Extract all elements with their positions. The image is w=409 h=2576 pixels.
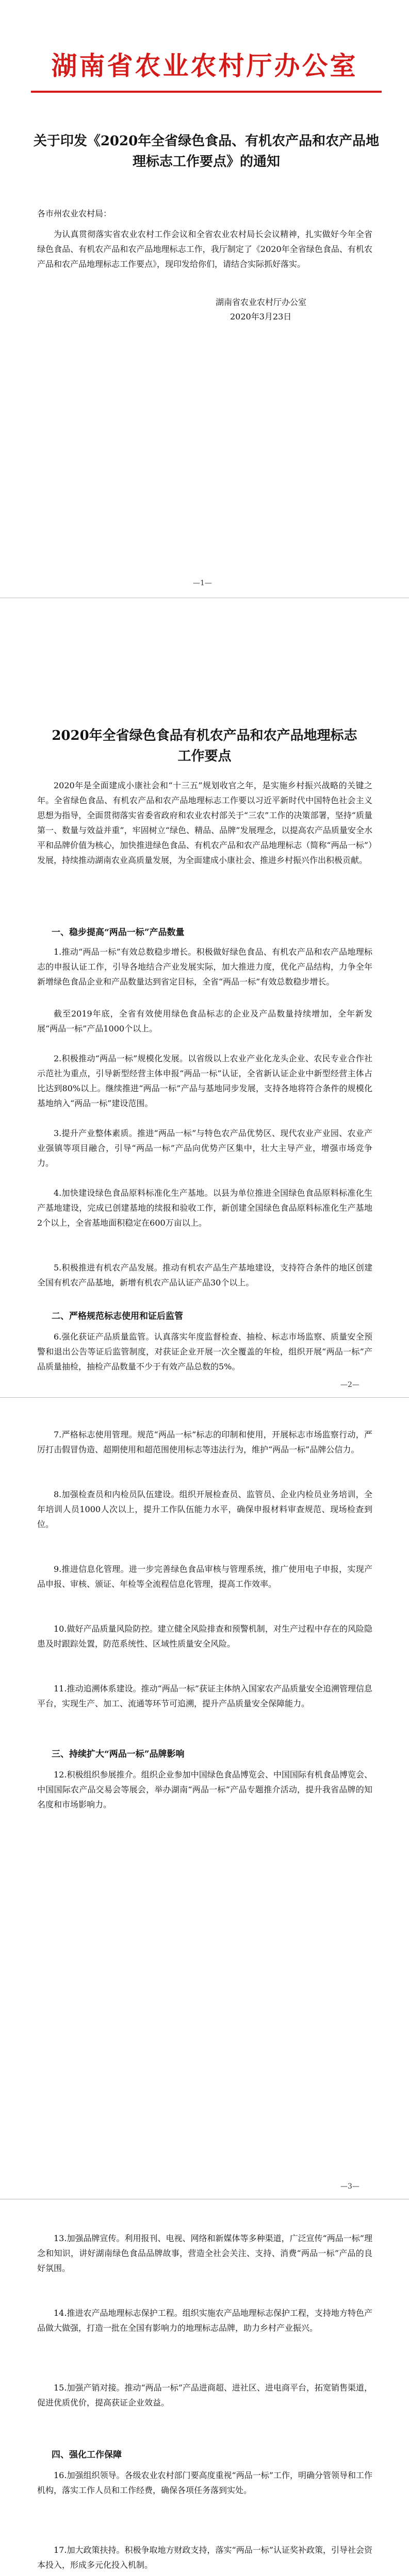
section-heading: 三、持续扩大“两品一标”品牌影响 (52, 1749, 185, 1759)
intro-paragraph: 2020年是全面建成小康社会和“十三五”规划收官之年，是实施乡村振兴战略的关键之年。全省绿色食品、有机农产品和农产品地理标志工作要以习近平新时代中国特色社会主义思想为指导，全面贯彻落实省委省政府和农业农村部关于“三农”工作的决策部署，坚持“质量第一、数量与效益并重”，牢固树立“绿色、精品、品牌”发展理念，以提高农产品质量安全水平和品牌价值为核心，加快推进绿色食品、有机农产品和农产品地理标志（简称“两品一标”）发展，持续推动湖南农业高质量发展，为全面建成小康社会、推进乡村振兴作出积极贡献。 (37, 781, 372, 865)
paragraph: 15.加强产销对接。推动“两品一标”产品进商超、进社区、进电商平台，拓宽销售渠道，促进优质优价，提高获证企业效益。 (37, 2383, 372, 2408)
section-heading: 一、稳步提高“两品一标”产品数量 (52, 927, 185, 938)
paragraph: 16.加强组织领导。各级农业农村部门要高度重视“两品一标”工作，明确分管领导和工作机构，落实工作人员和工作经费，确保各项任务落到实处。 (37, 2470, 372, 2495)
notice-title: 关于印发《2020年全省绿色食品、有机农产品和农产品地理标志工作要点》的通知 (33, 133, 380, 170)
header-title: 湖南省农业农村厅办公室 (51, 50, 358, 81)
paragraph: 9.推进信息化管理。进一步完善绿色食品审核与管理系统，推广使用电子申报，实现产品申报、审核、颁证、年检等全流程信息化管理，提高工作效率。 (37, 1564, 372, 1589)
doc-title: 2020年全省绿色食品有机农产品和农产品地理标志工作要点 (52, 728, 357, 764)
paragraph: 5.积极推进有机农产品发展。推动有机农产品生产基地建设，支持符合条件的地区创建全国有机农产品基地，新增有机农产品认证产品30个以上。 (37, 1263, 372, 1287)
paragraph: 4.加快建设绿色食品原料标准化生产基地。以县为单位推进全国绿色食品原料标准化生产基地建设，完成已创建基地的续报和验收工作，新创建全国绿色食品原料标准化生产基地2个以上，全省基地面积稳定在600万亩以上。 (37, 1188, 372, 1228)
paragraph: 11.推动追溯体系建设。推动“两品一标”获证主体纳入国家农产品质量安全追溯管理信息平台，实现生产、加工、流通等环节可追溯，提升产品质量安全保障能力。 (37, 1684, 372, 1708)
paragraph: 6.强化获证产品质量监管。认真落实年度监督检查、抽检、标志市场监察、质量安全预警和退出公告等证后监管制度，对获证企业开展一次全覆盖的年检，组织开展“两品一标”产品质量抽检，抽检产品数量不少于有效产品总数的5%。 (37, 1332, 372, 1371)
section-heading: 二、严格规范标志使用和证后监管 (52, 1311, 183, 1321)
paragraph: 1.推动“两品一标”有效总数稳步增长。积极做好绿色食品、有机农产品和农产品地理标志的申报认证工作，引导各地结合产业发展实际，加大推进力度，优化产品结构，力争全年新增绿色食品企业和产品数量达到省定目标，全省“两品一标”有效总数稳步增长。 (37, 947, 372, 987)
signer: 湖南省农业农村厅办公室 (216, 297, 307, 307)
page-number: —2— (340, 1381, 359, 1389)
header-red-rule (31, 91, 382, 93)
paragraph: 10.做好产品质量风险防控。建立健全风险排查和预警机制，对生产过程中存在的风险隐患及时跟踪处置，防范系统性、区域性质量安全风险。 (37, 1624, 372, 1649)
notice-body: 为认真贯彻落实省农业农村工作会议和全省农业农村局长会议精神，扎实做好今年全省绿色食品、有机农产品和农产品地理标志工作，我厅制定了《2020年全省绿色食品、有机农产品和农产品地理标志工作要点》，现印发给你们，请结合实际抓好落实。 (37, 229, 372, 269)
page-number: —1— (193, 579, 212, 587)
salutation: 各市州农业农村局： (37, 209, 112, 218)
paragraph: 3.提升产业整体素质。推进“两品一标”与特色农产品优势区、现代农业产业园、农业产业强镇等项目融合，引导“两品一标”产品向优势产区集中，壮大主导产业，增强市场竞争力。 (37, 1128, 372, 1168)
section-heading: 四、强化工作保障 (52, 2450, 122, 2460)
paragraph: 17.加大政策扶持。积极争取地方财政支持，落实“两品一标”认证奖补政策，引导社会资本投入，形成多元化投入机制。 (37, 2545, 372, 2570)
paragraph: 14.推进农产品地理标志保护工程。组织实施农产品地理标志保护工程，支持地方特色产品做大做强，打造一批在全国有影响力的地理标志品牌，助力乡村产业振兴。 (37, 2308, 372, 2333)
page-number: —3— (340, 2182, 359, 2191)
paragraph: 8.加强检查员和内检员队伍建设。组织开展检查员、监管员、企业内检员业务培训，全年培训人员1000人次以上，提升工作队伍能力水平，确保申报材料审查规范、现场检查到位。 (37, 1489, 372, 1529)
paragraph: 13.加强品牌宣传。利用报刊、电视、网络和新媒体等多种渠道，广泛宣传“两品一标”理念和知识，讲好湖南绿色食品品牌故事，营造全社会关注、支持、消费“两品一标”产品的良好氛围。 (37, 2233, 372, 2273)
sign-date: 2020年3月23日 (230, 312, 292, 321)
page-divider (0, 1397, 409, 1398)
paragraph: 2.积极推动“两品一标”规模化发展。以省级以上农业产业化龙头企业、农民专业合作社示范社为重点，引导新型经营主体申报“两品一标”认证，全省新认证企业中新型经营主体占比达到80%以上。继续推进“两品一标”产品与基地同步发展，支持各地将符合条件的规模化基地纳入“两品一标”建设范围。 (37, 1054, 372, 1108)
paragraph: 12.积极组织参展推介。组织企业参加中国绿色食品博览会、中国国际有机食品博览会、中国国际农产品交易会等展会，举办湖南“两品一标”产品专题推介活动，提升我省品牌的知名度和市场影响力。 (37, 1770, 372, 1809)
paragraph: 截至2019年底，全省有效使用绿色食品标志的企业及产品数量持续增加，全年新发展“两品一标”产品1000个以上。 (37, 1009, 372, 1033)
paragraph: 7.严格标志使用管理。规范“两品一标”标志的印制和使用，开展标志市场监察行动，严厉打击假冒伪造、超期使用和超范围使用标志等违法行为，维护“两品一标”品牌公信力。 (37, 1430, 372, 1454)
